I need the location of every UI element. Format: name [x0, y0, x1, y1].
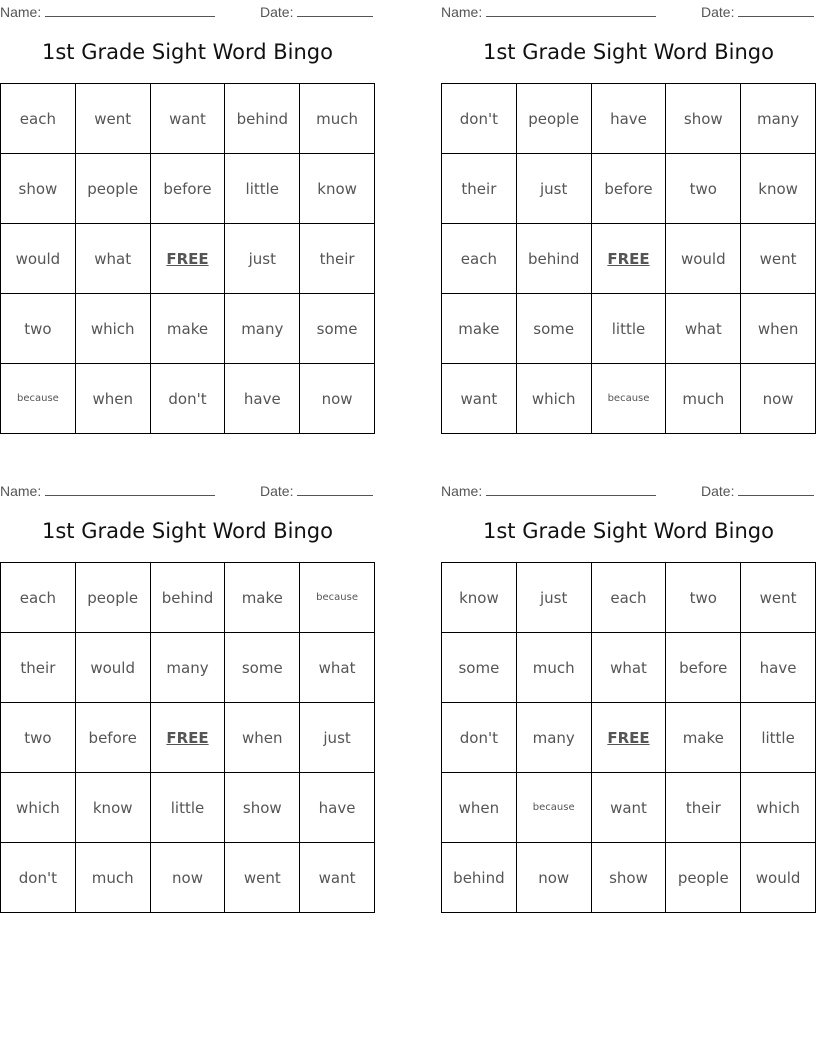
bingo-cell[interactable]: want — [300, 843, 375, 913]
date-blank-line[interactable] — [297, 481, 373, 496]
bingo-cell[interactable]: don't — [442, 84, 517, 154]
bingo-cell[interactable]: know — [741, 154, 816, 224]
bingo-cell[interactable]: which — [1, 773, 76, 843]
bingo-cell[interactable]: now — [516, 843, 591, 913]
card-title: 1st Grade Sight Word Bingo — [482, 40, 774, 64]
bingo-cell[interactable]: don't — [1, 843, 76, 913]
bingo-cell[interactable]: what — [75, 224, 150, 294]
bingo-cell[interactable]: each — [1, 84, 76, 154]
grid-row — [442, 563, 816, 633]
bingo-cell[interactable]: just — [225, 224, 300, 294]
free-space-cell[interactable]: FREE — [591, 703, 666, 773]
bingo-cell[interactable]: each — [591, 563, 666, 633]
bingo-cell[interactable]: two — [666, 154, 741, 224]
name-blank-line[interactable] — [486, 2, 656, 17]
date-blank-line[interactable] — [297, 2, 373, 17]
name-field[interactable] — [0, 2, 215, 20]
bingo-cell[interactable]: make — [442, 294, 517, 364]
grid-row — [1, 633, 375, 703]
bingo-cell[interactable]: before — [591, 154, 666, 224]
bingo-cell[interactable]: much — [300, 84, 375, 154]
bingo-cell[interactable]: many — [741, 84, 816, 154]
bingo-cell[interactable]: now — [300, 364, 375, 434]
grid-row — [1, 294, 375, 364]
bingo-cell[interactable]: when — [225, 703, 300, 773]
bingo-card-4 — [441, 479, 816, 887]
bingo-cell[interactable]: much — [75, 843, 150, 913]
bingo-cell[interactable]: want — [150, 84, 225, 154]
bingo-cell[interactable]: because — [1, 364, 76, 434]
bingo-cell[interactable]: much — [666, 364, 741, 434]
grid-row — [442, 773, 816, 843]
bingo-cell[interactable]: make — [666, 703, 741, 773]
bingo-cell[interactable]: would — [741, 843, 816, 913]
name-blank-line[interactable] — [45, 481, 215, 496]
free-space-cell[interactable]: FREE — [591, 224, 666, 294]
grid-row — [442, 843, 816, 913]
header-line — [0, 0, 375, 18]
grid-row — [442, 84, 816, 154]
bingo-cell[interactable]: don't — [442, 703, 517, 773]
date-field[interactable] — [701, 2, 814, 20]
bingo-cell[interactable]: people — [75, 563, 150, 633]
name-label: Name: — [441, 483, 483, 499]
bingo-cell[interactable]: each — [442, 224, 517, 294]
bingo-cell[interactable]: just — [516, 154, 591, 224]
bingo-cell[interactable]: when — [75, 364, 150, 434]
bingo-cell[interactable]: people — [666, 843, 741, 913]
bingo-grid — [0, 83, 375, 434]
bingo-grid — [441, 83, 816, 434]
grid-row — [442, 154, 816, 224]
bingo-cell[interactable]: two — [1, 703, 76, 773]
bingo-cell[interactable]: have — [300, 773, 375, 843]
bingo-cell[interactable]: behind — [516, 224, 591, 294]
date-field[interactable] — [701, 481, 814, 499]
bingo-cell[interactable]: each — [1, 563, 76, 633]
bingo-cell[interactable]: show — [1, 154, 76, 224]
bingo-cell[interactable]: know — [75, 773, 150, 843]
bingo-cell[interactable]: would — [666, 224, 741, 294]
bingo-cell[interactable]: two — [666, 563, 741, 633]
free-space-cell[interactable]: FREE — [150, 224, 225, 294]
bingo-cell[interactable]: would — [75, 633, 150, 703]
bingo-cell[interactable]: their — [666, 773, 741, 843]
bingo-cell[interactable]: many — [225, 294, 300, 364]
bingo-cell[interactable]: went — [741, 224, 816, 294]
bingo-cell[interactable]: when — [442, 773, 517, 843]
bingo-cell[interactable]: know — [300, 154, 375, 224]
bingo-cell[interactable]: which — [75, 294, 150, 364]
bingo-cell[interactable]: what — [591, 633, 666, 703]
bingo-cell[interactable]: little — [150, 773, 225, 843]
bingo-cell[interactable]: show — [666, 84, 741, 154]
bingo-cell[interactable]: which — [516, 364, 591, 434]
date-label: Date: — [701, 4, 735, 20]
grid-row — [1, 224, 375, 294]
bingo-cell[interactable]: because — [300, 563, 375, 633]
bingo-cell[interactable]: what — [666, 294, 741, 364]
card-title: 1st Grade Sight Word Bingo — [41, 519, 333, 543]
bingo-cell[interactable]: people — [75, 154, 150, 224]
bingo-cell[interactable]: before — [150, 154, 225, 224]
bingo-cell[interactable]: just — [300, 703, 375, 773]
bingo-grid — [441, 562, 816, 913]
bingo-cell[interactable]: have — [741, 633, 816, 703]
bingo-card-1 — [0, 0, 375, 408]
bingo-cell[interactable]: show — [591, 843, 666, 913]
bingo-cell[interactable]: little — [591, 294, 666, 364]
bingo-cell[interactable]: before — [666, 633, 741, 703]
bingo-card-3 — [0, 479, 375, 887]
bingo-cell[interactable]: just — [516, 563, 591, 633]
date-label: Date: — [260, 483, 294, 499]
bingo-cell[interactable]: behind — [150, 563, 225, 633]
bingo-cell[interactable]: before — [75, 703, 150, 773]
bingo-cell[interactable]: what — [300, 633, 375, 703]
bingo-cell[interactable]: many — [516, 703, 591, 773]
bingo-cell[interactable]: went — [225, 843, 300, 913]
bingo-cell[interactable]: when — [741, 294, 816, 364]
card-title: 1st Grade Sight Word Bingo — [482, 519, 774, 543]
name-label: Name: — [0, 4, 42, 20]
name-field[interactable] — [441, 2, 656, 20]
date-field[interactable] — [260, 2, 373, 20]
bingo-cell[interactable]: know — [442, 563, 517, 633]
bingo-cell[interactable]: now — [150, 843, 225, 913]
bingo-cell[interactable]: behind — [442, 843, 517, 913]
bingo-cell[interactable]: have — [591, 84, 666, 154]
bingo-card-2 — [441, 0, 816, 408]
bingo-cell[interactable]: show — [225, 773, 300, 843]
bingo-cell[interactable]: would — [1, 224, 76, 294]
grid-row — [1, 154, 375, 224]
bingo-cell[interactable]: make — [225, 563, 300, 633]
header-line — [441, 479, 816, 497]
bingo-grid — [0, 562, 375, 913]
date-blank-line[interactable] — [738, 481, 814, 496]
bingo-cell[interactable]: many — [150, 633, 225, 703]
bingo-cell[interactable]: because — [591, 364, 666, 434]
bingo-cell[interactable]: which — [741, 773, 816, 843]
bingo-cell[interactable]: make — [150, 294, 225, 364]
bingo-cell[interactable]: little — [741, 703, 816, 773]
header-line — [441, 0, 816, 18]
grid-row — [1, 773, 375, 843]
bingo-cell[interactable]: their — [1, 633, 76, 703]
grid-row — [1, 364, 375, 434]
grid-row — [442, 224, 816, 294]
bingo-cell[interactable]: want — [442, 364, 517, 434]
name-field[interactable] — [441, 481, 656, 499]
grid-row — [1, 563, 375, 633]
bingo-cell[interactable]: much — [516, 633, 591, 703]
bingo-cell[interactable]: their — [300, 224, 375, 294]
name-blank-line[interactable] — [45, 2, 215, 17]
bingo-cell[interactable]: have — [225, 364, 300, 434]
bingo-cell[interactable]: some — [516, 294, 591, 364]
grid-row — [1, 843, 375, 913]
date-blank-line[interactable] — [738, 2, 814, 17]
bingo-cell[interactable]: people — [516, 84, 591, 154]
name-label: Name: — [441, 4, 483, 20]
grid-row — [442, 364, 816, 434]
name-label: Name: — [0, 483, 42, 499]
bingo-cell[interactable]: now — [741, 364, 816, 434]
free-space-cell[interactable]: FREE — [150, 703, 225, 773]
card-title: 1st Grade Sight Word Bingo — [41, 40, 333, 64]
bingo-cell[interactable]: don't — [150, 364, 225, 434]
header-line — [0, 479, 375, 497]
bingo-cell[interactable]: their — [442, 154, 517, 224]
bingo-cell[interactable]: two — [1, 294, 76, 364]
bingo-cell[interactable]: some — [300, 294, 375, 364]
bingo-cell[interactable]: want — [591, 773, 666, 843]
date-label: Date: — [701, 483, 735, 499]
bingo-cell[interactable]: went — [75, 84, 150, 154]
bingo-cell[interactable]: because — [516, 773, 591, 843]
grid-row — [442, 633, 816, 703]
grid-row — [442, 294, 816, 364]
date-label: Date: — [260, 4, 294, 20]
grid-row — [1, 703, 375, 773]
grid-row — [442, 703, 816, 773]
bingo-cell[interactable]: some — [225, 633, 300, 703]
name-blank-line[interactable] — [486, 481, 656, 496]
bingo-cell[interactable]: behind — [225, 84, 300, 154]
bingo-cell[interactable]: went — [741, 563, 816, 633]
bingo-cell[interactable]: little — [225, 154, 300, 224]
grid-row — [1, 84, 375, 154]
name-field[interactable] — [0, 481, 215, 499]
date-field[interactable] — [260, 481, 373, 499]
bingo-cell[interactable]: some — [442, 633, 517, 703]
